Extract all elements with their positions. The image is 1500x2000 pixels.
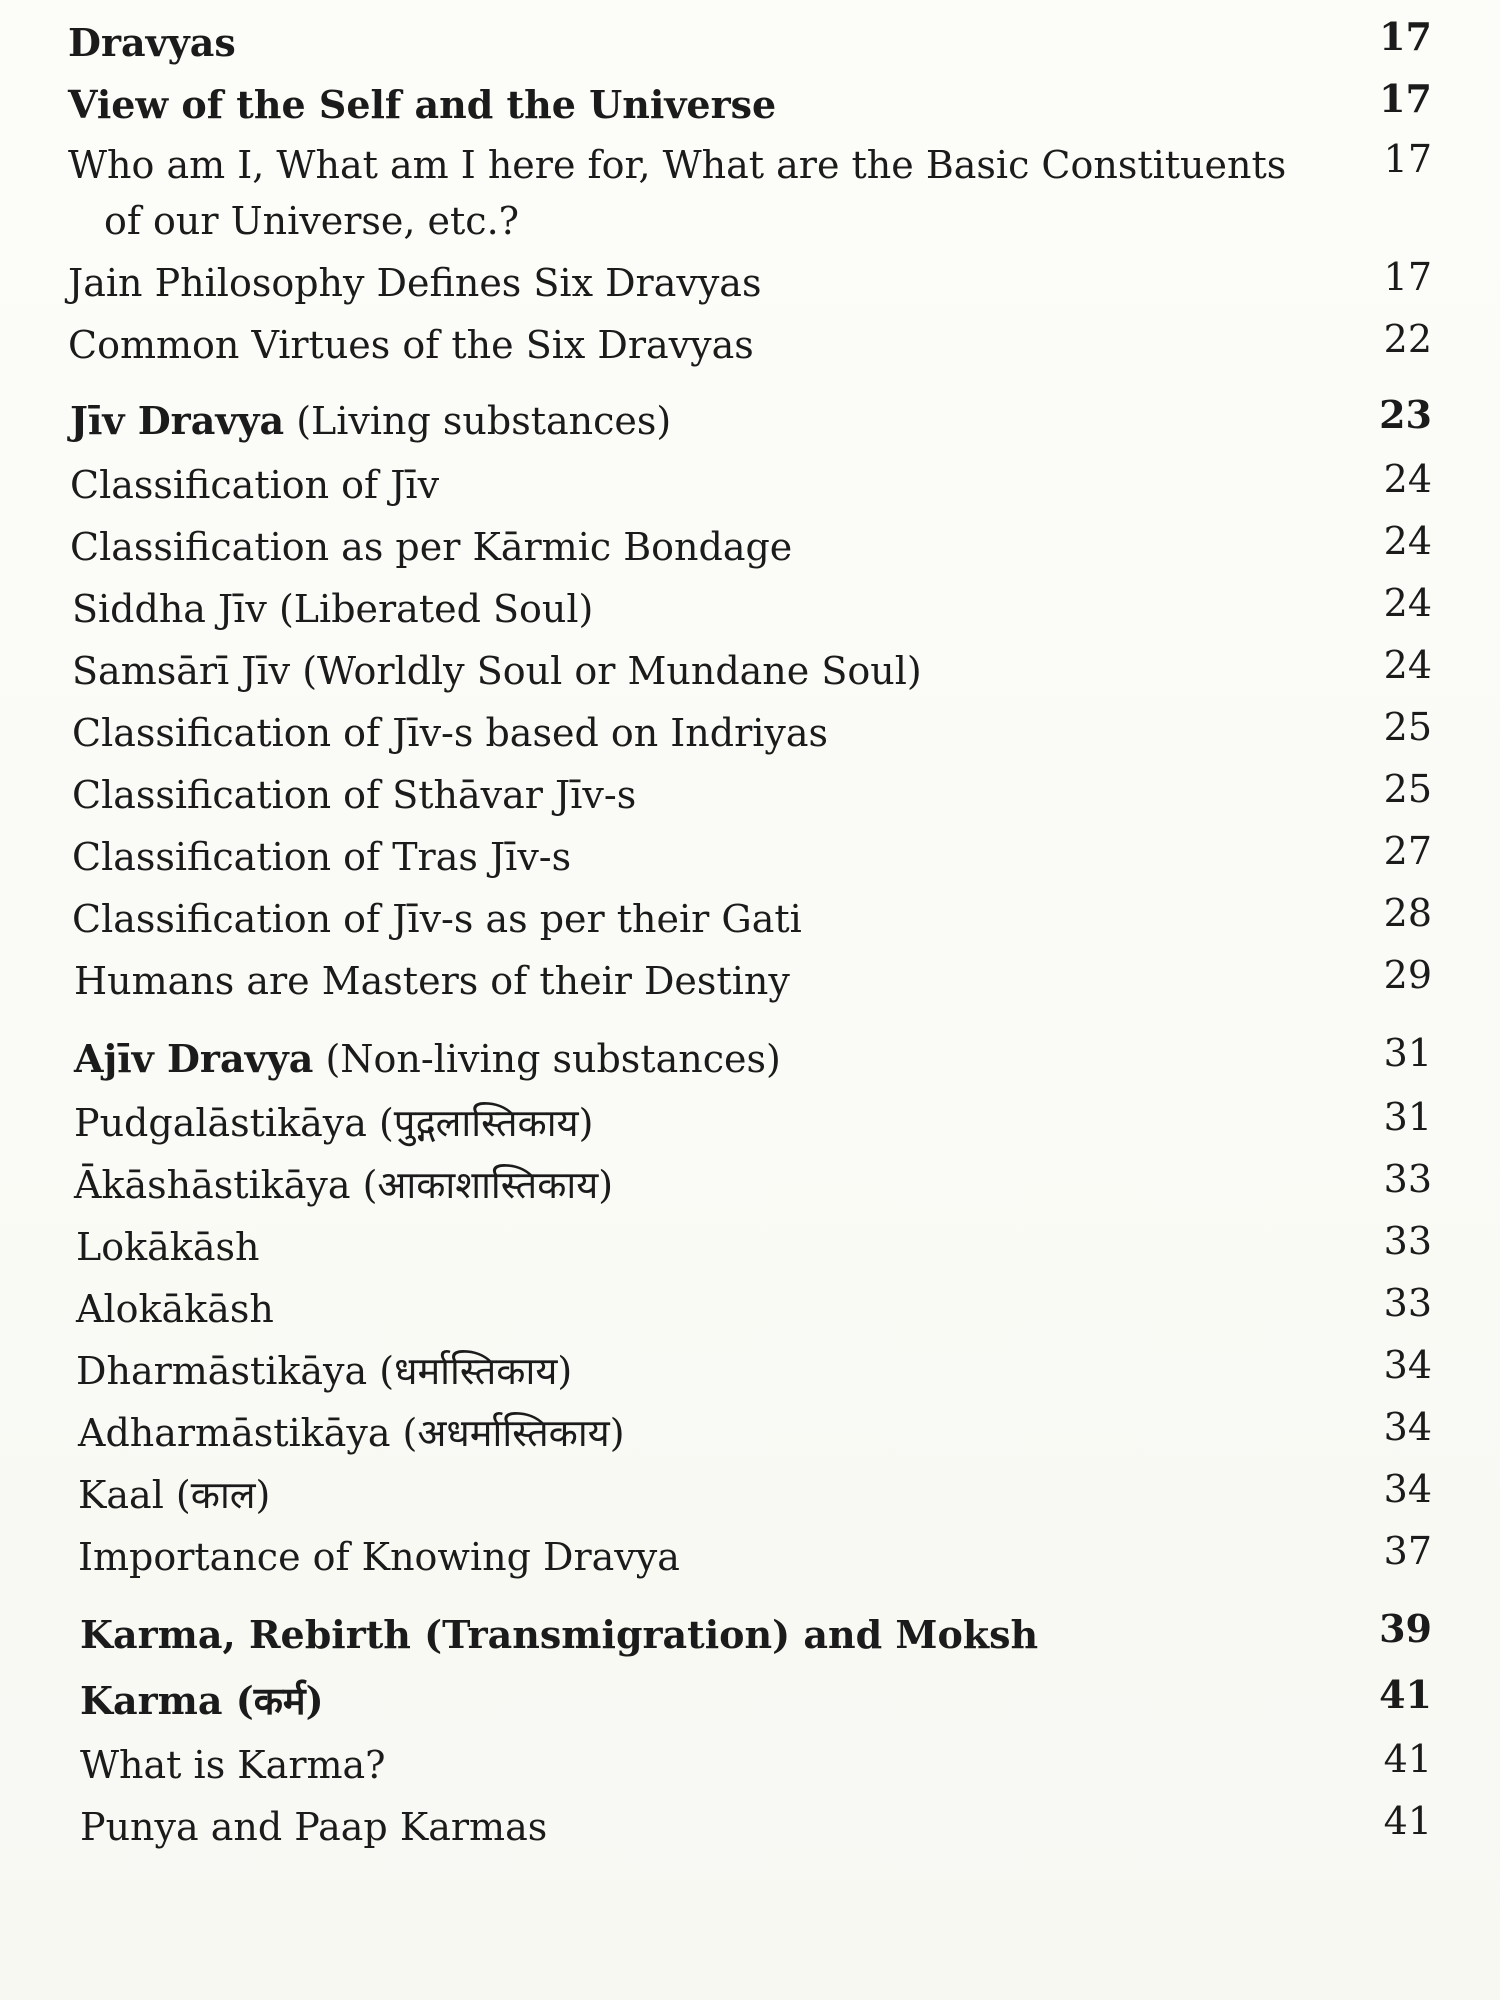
entry-page: 25 <box>1383 705 1432 749</box>
entry-title: Alokākāsh <box>76 1287 274 1331</box>
entry-title: Pudgalāstikāya (पुद्गलास्तिकाय) <box>74 1101 594 1145</box>
entry-page: 31 <box>1383 1095 1432 1139</box>
entry-title: Samsārī Jīv (Worldly Soul or Mundane Soul) <box>72 649 922 693</box>
entry-page: 23 <box>1379 392 1432 437</box>
entry-page: 27 <box>1383 829 1432 873</box>
entry-page: 24 <box>1383 581 1432 625</box>
entry-page: 31 <box>1383 1031 1432 1075</box>
entry-page: 24 <box>1383 457 1432 501</box>
entry-title: Dravyas <box>68 20 236 65</box>
entry-title: Classification of Sthāvar Jīv-s <box>72 773 637 817</box>
entry-page: 39 <box>1379 1606 1432 1651</box>
entry-page: 24 <box>1383 519 1432 563</box>
entry-title: Who am I, What am I here for, What are the Basic Constituents <box>68 143 1287 187</box>
entry-title: Karma, Rebirth (Transmigration) and Moksh <box>80 1612 1039 1657</box>
entry-page: 29 <box>1383 953 1432 997</box>
entry-title: Importance of Knowing Dravya <box>78 1535 680 1579</box>
entry-page: 33 <box>1383 1281 1432 1325</box>
entry-title: View of the Self and the Universe <box>68 82 777 127</box>
entry-page: 37 <box>1383 1529 1432 1573</box>
entry-page: 34 <box>1383 1405 1432 1449</box>
entry-title: Humans are Masters of their Destiny <box>74 959 790 1003</box>
entry-title: Ajīv Dravya <box>74 1036 314 1081</box>
entry-page: 17 <box>1383 255 1432 299</box>
entry-page: 33 <box>1383 1157 1432 1201</box>
entry-title: Siddha Jīv (Liberated Soul) <box>72 587 594 631</box>
entry-title: Common Virtues of the Six Dravyas <box>68 323 754 367</box>
entry-page: 41 <box>1379 1672 1432 1717</box>
entry-title: Jain Philosophy Defines Six Dravyas <box>68 261 762 305</box>
entry-title: What is Karma? <box>80 1743 386 1787</box>
entry-title: Classification of Jīv-s based on Indriyas <box>72 711 829 755</box>
entry-page: 41 <box>1383 1737 1432 1781</box>
entry-page: 24 <box>1383 643 1432 687</box>
entry-page: 17 <box>1383 137 1432 181</box>
entry-page: 41 <box>1383 1799 1432 1843</box>
entry-page: 22 <box>1383 317 1432 361</box>
entry-page: 25 <box>1383 767 1432 811</box>
entry-page: 33 <box>1383 1219 1432 1263</box>
entry-title: Adharmāstikāya (अधर्मास्तिकाय) <box>78 1411 625 1455</box>
entry-subtitle: (Living substances) <box>284 399 672 443</box>
entry-title: Kaal (काल) <box>78 1473 271 1517</box>
entry-title: Classification of Jīv-s as per their Gati <box>72 897 802 941</box>
entry-title-continued: of our Universe, etc.? <box>104 199 520 243</box>
entry-title: Dharmāstikāya (धर्मास्तिकाय) <box>76 1349 573 1393</box>
entry-title: Ākāshāstikāya (आकाशास्तिकाय) <box>74 1163 614 1207</box>
entry-page: 34 <box>1383 1467 1432 1511</box>
entry-title: Jīv Dravya <box>70 398 285 443</box>
entry-page: 17 <box>1379 76 1432 121</box>
entry-page: 28 <box>1383 891 1432 935</box>
entry-page: 17 <box>1379 14 1432 59</box>
entry-title: Classification of Jīv <box>70 463 440 507</box>
entry-page: 34 <box>1383 1343 1432 1387</box>
entry-title: Karma (कर्म) <box>80 1678 324 1723</box>
entry-title: Lokākāsh <box>76 1225 260 1269</box>
entry-title: Classification of Tras Jīv-s <box>72 835 572 879</box>
entry-title: Punya and Paap Karmas <box>80 1805 548 1849</box>
entry-title: Classification as per Kārmic Bondage <box>70 525 793 569</box>
entry-subtitle: (Non-living substances) <box>313 1037 781 1081</box>
